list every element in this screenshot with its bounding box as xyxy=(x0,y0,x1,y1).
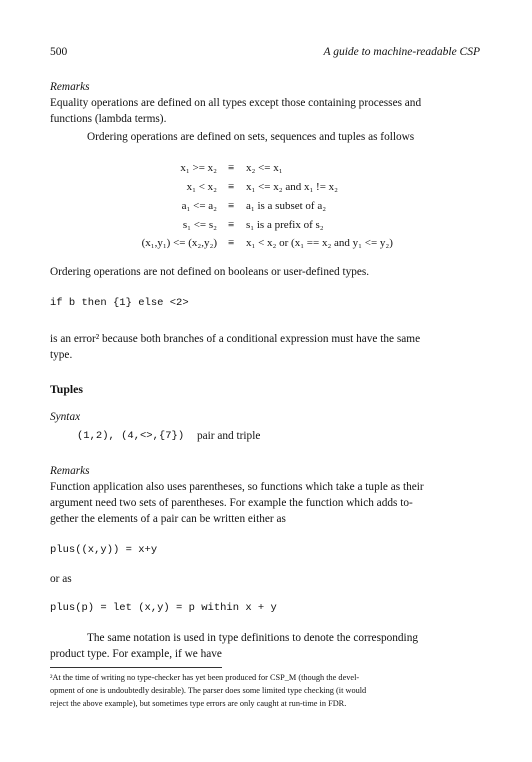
ordering-rhs: x₁ < x₂ or (x₁ == x₂ and y₁ <= y₂) xyxy=(246,237,393,249)
code-example-if: if b then {1} else <2> xyxy=(50,297,189,309)
footnote-line-3: reject the above example), but sometimes type errors are only caught at run-time in FDR. xyxy=(50,699,347,708)
equiv-symbol: ≡ xyxy=(228,162,235,174)
or-as-text: or as xyxy=(50,573,72,585)
ordering-rhs: s₁ is a prefix of s₂ xyxy=(246,219,324,231)
tuple-remarks-line-3: gether the elements of a pair can be written either as xyxy=(50,513,286,525)
error-line-1: is an error² because both branches of a conditional expression must have the same xyxy=(50,333,421,345)
equality-line-2: functions (lambda terms). xyxy=(50,113,167,125)
ordering-intro: Ordering operations are defined on sets, sequences and tuples as follows xyxy=(87,131,415,143)
running-title: A guide to machine-readable CSP xyxy=(323,46,480,58)
remarks-heading: Remarks xyxy=(50,81,90,93)
remarks-heading: Remarks xyxy=(50,465,90,477)
footnote-line-1: ²At the time of writing no type-checker has yet been produced for CSP_M (though the devel- xyxy=(50,673,360,682)
equiv-symbol: ≡ xyxy=(228,237,235,249)
section-heading-tuples: Tuples xyxy=(50,382,84,396)
tuple-remarks-line-1: Function application also uses parentheses, so functions which take a tuple as their xyxy=(50,481,424,493)
ordering-rhs: a₁ is a subset of a₂ xyxy=(246,200,327,212)
footnote-line-2: opment of one is undoubtedly desirable). The parser does some limited type checking (it would xyxy=(50,686,367,695)
ordering-lhs: x₁ >= x₂ xyxy=(180,162,217,174)
not-defined-line: Ordering operations are not defined on booleans or user-defined types. xyxy=(50,266,370,278)
footnote-rule xyxy=(50,667,222,668)
ordering-lhs: a₁ <= a₂ xyxy=(181,200,217,212)
code-plus-let: plus(p) = let (x,y) = p within x + y xyxy=(50,602,277,614)
ordering-lhs: s₁ <= s₂ xyxy=(182,219,217,231)
tuple-remarks-line-2: argument need two sets of parentheses. For example the function which adds to- xyxy=(50,497,413,509)
code-plus-tuple: plus((x,y)) = x+y xyxy=(50,544,158,556)
ordering-lhs: x₁ < x₂ xyxy=(186,181,217,193)
error-line-2: type. xyxy=(50,349,73,361)
syntax-code: (1,2), (4,<>,{7}) xyxy=(77,430,185,442)
equiv-symbol: ≡ xyxy=(228,181,235,193)
ordering-lhs: (x₁,y₁) <= (x₂,y₂) xyxy=(141,237,217,249)
equiv-symbol: ≡ xyxy=(228,200,235,212)
syntax-description: pair and triple xyxy=(197,430,261,442)
equiv-symbol: ≡ xyxy=(228,219,235,231)
syntax-heading: Syntax xyxy=(50,411,81,423)
page-number: 500 xyxy=(50,46,68,58)
final-line-2: product type. For example, if we have xyxy=(50,648,222,660)
equality-line-1: Equality operations are defined on all types except those containing processes and xyxy=(50,97,422,109)
ordering-rhs: x₁ <= x₂ and x₁ != x₂ xyxy=(246,181,338,193)
final-line-1: The same notation is used in type definitions to denote the corresponding xyxy=(87,632,418,644)
ordering-rhs: x₂ <= x₁ xyxy=(246,162,283,174)
